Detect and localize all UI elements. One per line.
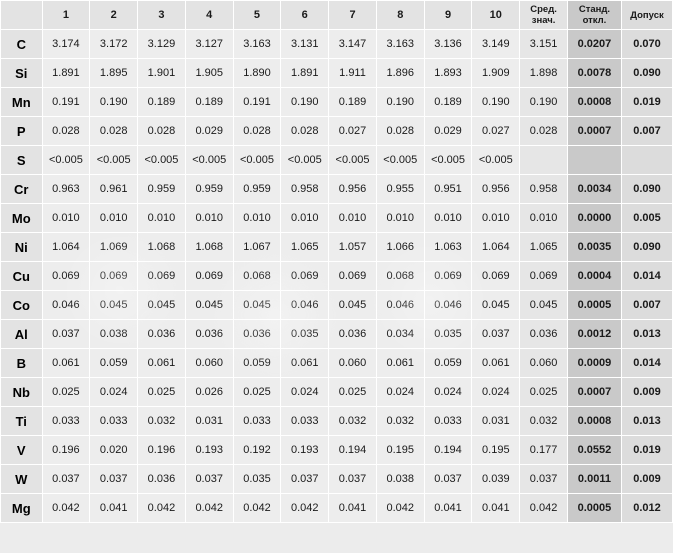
header-std-dev-line1: Станд. bbox=[578, 4, 611, 15]
cell-value: 1.896 bbox=[376, 59, 424, 88]
header-corner bbox=[1, 1, 43, 30]
cell-value: 0.069 bbox=[138, 262, 186, 291]
cell-value: 0.190 bbox=[281, 88, 329, 117]
cell-value: 0.024 bbox=[281, 378, 329, 407]
cell-value: 0.025 bbox=[233, 378, 281, 407]
header-col-9: 9 bbox=[424, 1, 472, 30]
cell-value: 1.893 bbox=[424, 59, 472, 88]
cell-value: 1.895 bbox=[90, 59, 138, 88]
cell-value: 0.046 bbox=[376, 291, 424, 320]
cell-value: 0.035 bbox=[424, 320, 472, 349]
cell-value: 0.042 bbox=[281, 494, 329, 523]
cell-tolerance: 0.014 bbox=[621, 262, 672, 291]
cell-average: 0.036 bbox=[520, 320, 568, 349]
cell-value: 3.131 bbox=[281, 30, 329, 59]
cell-value: 3.127 bbox=[185, 30, 233, 59]
cell-value: 0.033 bbox=[90, 407, 138, 436]
cell-value: 3.147 bbox=[329, 30, 377, 59]
cell-value: 0.033 bbox=[233, 407, 281, 436]
cell-value: 0.041 bbox=[424, 494, 472, 523]
cell-std-dev: 0.0207 bbox=[567, 30, 621, 59]
cell-value: <0.005 bbox=[281, 146, 329, 175]
row-element-label: Mn bbox=[1, 88, 43, 117]
cell-value: 0.024 bbox=[424, 378, 472, 407]
cell-value: 0.190 bbox=[90, 88, 138, 117]
table-row bbox=[1, 233, 673, 262]
cell-value: 0.068 bbox=[233, 262, 281, 291]
cell-value: 0.037 bbox=[185, 465, 233, 494]
cell-value: 3.129 bbox=[138, 30, 186, 59]
cell-value: 0.010 bbox=[424, 204, 472, 233]
cell-value: 0.045 bbox=[185, 291, 233, 320]
cell-value: 0.036 bbox=[138, 465, 186, 494]
cell-value: 0.061 bbox=[42, 349, 90, 378]
table-row bbox=[1, 349, 673, 378]
cell-tolerance: 0.012 bbox=[621, 494, 672, 523]
header-std-dev-line2: откл. bbox=[582, 15, 607, 26]
cell-tolerance: 0.005 bbox=[621, 204, 672, 233]
cell-std-dev: 0.0004 bbox=[567, 262, 621, 291]
cell-value: 0.963 bbox=[42, 175, 90, 204]
cell-value: 0.061 bbox=[138, 349, 186, 378]
cell-value: 0.192 bbox=[233, 436, 281, 465]
cell-value: 0.069 bbox=[329, 262, 377, 291]
cell-std-dev: 0.0007 bbox=[567, 117, 621, 146]
cell-value: 3.174 bbox=[42, 30, 90, 59]
cell-value: 0.951 bbox=[424, 175, 472, 204]
cell-tolerance: 0.013 bbox=[621, 320, 672, 349]
cell-value: 0.032 bbox=[329, 407, 377, 436]
cell-tolerance bbox=[621, 146, 672, 175]
cell-value: 0.045 bbox=[138, 291, 186, 320]
cell-value: 1.067 bbox=[233, 233, 281, 262]
cell-value: 0.037 bbox=[90, 465, 138, 494]
cell-value: 0.024 bbox=[90, 378, 138, 407]
cell-value: 1.891 bbox=[281, 59, 329, 88]
cell-value: 0.060 bbox=[329, 349, 377, 378]
cell-average: 0.028 bbox=[520, 117, 568, 146]
cell-value: 0.037 bbox=[42, 320, 90, 349]
row-element-label: Mg bbox=[1, 494, 43, 523]
cell-tolerance: 0.007 bbox=[621, 117, 672, 146]
row-element-label: Ni bbox=[1, 233, 43, 262]
table-row bbox=[1, 175, 673, 204]
cell-average: 0.042 bbox=[520, 494, 568, 523]
cell-value: <0.005 bbox=[42, 146, 90, 175]
cell-value: 1.066 bbox=[376, 233, 424, 262]
cell-value: 0.026 bbox=[185, 378, 233, 407]
cell-value: 3.172 bbox=[90, 30, 138, 59]
cell-value: 0.959 bbox=[233, 175, 281, 204]
cell-std-dev: 0.0011 bbox=[567, 465, 621, 494]
cell-value: 0.029 bbox=[185, 117, 233, 146]
cell-value: 0.025 bbox=[138, 378, 186, 407]
cell-value: 1.064 bbox=[42, 233, 90, 262]
cell-std-dev bbox=[567, 146, 621, 175]
cell-value: 0.045 bbox=[329, 291, 377, 320]
cell-value: 1.065 bbox=[281, 233, 329, 262]
cell-value: 0.959 bbox=[138, 175, 186, 204]
cell-value: 0.059 bbox=[233, 349, 281, 378]
cell-value: 0.069 bbox=[90, 262, 138, 291]
cell-average: 3.151 bbox=[520, 30, 568, 59]
header-col-5: 5 bbox=[233, 1, 281, 30]
header-average-line1: Сред. bbox=[530, 4, 557, 15]
cell-value: 3.136 bbox=[424, 30, 472, 59]
header-col-2: 2 bbox=[90, 1, 138, 30]
cell-value: 0.069 bbox=[281, 262, 329, 291]
cell-std-dev: 0.0009 bbox=[567, 349, 621, 378]
cell-value: 1.911 bbox=[329, 59, 377, 88]
cell-value: <0.005 bbox=[376, 146, 424, 175]
cell-value: <0.005 bbox=[424, 146, 472, 175]
cell-value: 0.042 bbox=[185, 494, 233, 523]
table-row bbox=[1, 117, 673, 146]
cell-value: 0.010 bbox=[281, 204, 329, 233]
table-row bbox=[1, 88, 673, 117]
cell-value: 0.033 bbox=[281, 407, 329, 436]
header-col-4: 4 bbox=[185, 1, 233, 30]
table-row bbox=[1, 320, 673, 349]
cell-std-dev: 0.0078 bbox=[567, 59, 621, 88]
cell-std-dev: 0.0007 bbox=[567, 378, 621, 407]
cell-value: 0.024 bbox=[472, 378, 520, 407]
cell-value: 0.061 bbox=[376, 349, 424, 378]
cell-average: 1.898 bbox=[520, 59, 568, 88]
row-element-label: Si bbox=[1, 59, 43, 88]
cell-average: 0.958 bbox=[520, 175, 568, 204]
cell-value: 0.069 bbox=[42, 262, 90, 291]
cell-tolerance: 0.009 bbox=[621, 378, 672, 407]
cell-value: 0.193 bbox=[281, 436, 329, 465]
cell-value: 0.024 bbox=[376, 378, 424, 407]
table-row bbox=[1, 465, 673, 494]
cell-tolerance: 0.090 bbox=[621, 233, 672, 262]
header-row bbox=[1, 1, 673, 30]
cell-value: <0.005 bbox=[185, 146, 233, 175]
cell-value: 0.028 bbox=[281, 117, 329, 146]
cell-value: 0.036 bbox=[329, 320, 377, 349]
table-row bbox=[1, 494, 673, 523]
cell-value: 0.045 bbox=[472, 291, 520, 320]
cell-value: 0.046 bbox=[424, 291, 472, 320]
cell-value: 0.027 bbox=[329, 117, 377, 146]
cell-value: 0.193 bbox=[185, 436, 233, 465]
row-element-label: V bbox=[1, 436, 43, 465]
cell-std-dev: 0.0005 bbox=[567, 494, 621, 523]
table-row bbox=[1, 378, 673, 407]
cell-value: 0.060 bbox=[185, 349, 233, 378]
cell-value: 1.909 bbox=[472, 59, 520, 88]
cell-value: 0.061 bbox=[281, 349, 329, 378]
cell-std-dev: 0.0552 bbox=[567, 436, 621, 465]
cell-average: 0.069 bbox=[520, 262, 568, 291]
cell-value: 0.042 bbox=[233, 494, 281, 523]
cell-average: 0.010 bbox=[520, 204, 568, 233]
cell-value: 0.010 bbox=[185, 204, 233, 233]
cell-value: 0.020 bbox=[90, 436, 138, 465]
cell-value: 0.956 bbox=[329, 175, 377, 204]
cell-value: 0.194 bbox=[424, 436, 472, 465]
cell-value: 0.042 bbox=[138, 494, 186, 523]
cell-value: 0.189 bbox=[424, 88, 472, 117]
cell-value: 0.194 bbox=[329, 436, 377, 465]
table-row bbox=[1, 146, 673, 175]
cell-value: 0.069 bbox=[185, 262, 233, 291]
cell-value: 0.010 bbox=[233, 204, 281, 233]
cell-value: 0.042 bbox=[42, 494, 90, 523]
header-average bbox=[520, 1, 568, 30]
cell-value: 1.905 bbox=[185, 59, 233, 88]
cell-value: 0.189 bbox=[329, 88, 377, 117]
cell-value: 1.063 bbox=[424, 233, 472, 262]
cell-value: 0.191 bbox=[42, 88, 90, 117]
cell-value: 0.041 bbox=[90, 494, 138, 523]
cell-std-dev: 0.0035 bbox=[567, 233, 621, 262]
header-col-10: 10 bbox=[472, 1, 520, 30]
cell-value: 0.039 bbox=[472, 465, 520, 494]
row-element-label: C bbox=[1, 30, 43, 59]
cell-value: 0.028 bbox=[138, 117, 186, 146]
cell-value: 0.037 bbox=[472, 320, 520, 349]
cell-value: 0.196 bbox=[42, 436, 90, 465]
cell-value: 0.961 bbox=[90, 175, 138, 204]
cell-value: 0.036 bbox=[138, 320, 186, 349]
header-col-1: 1 bbox=[42, 1, 90, 30]
cell-std-dev: 0.0012 bbox=[567, 320, 621, 349]
cell-value: 0.189 bbox=[138, 88, 186, 117]
cell-value: 0.046 bbox=[42, 291, 90, 320]
cell-value: 0.189 bbox=[185, 88, 233, 117]
cell-value: 0.027 bbox=[472, 117, 520, 146]
cell-value: 0.037 bbox=[42, 465, 90, 494]
cell-value: 1.901 bbox=[138, 59, 186, 88]
cell-value: 0.959 bbox=[185, 175, 233, 204]
cell-value: 1.064 bbox=[472, 233, 520, 262]
cell-average: 0.177 bbox=[520, 436, 568, 465]
cell-value: 0.190 bbox=[472, 88, 520, 117]
cell-value: 0.031 bbox=[185, 407, 233, 436]
cell-value: 0.042 bbox=[376, 494, 424, 523]
cell-value: 3.149 bbox=[472, 30, 520, 59]
row-element-label: P bbox=[1, 117, 43, 146]
cell-value: 0.028 bbox=[90, 117, 138, 146]
cell-value: 1.069 bbox=[90, 233, 138, 262]
cell-value: 0.045 bbox=[90, 291, 138, 320]
header-col-8: 8 bbox=[376, 1, 424, 30]
cell-tolerance: 0.090 bbox=[621, 59, 672, 88]
cell-value: 0.195 bbox=[472, 436, 520, 465]
table-row bbox=[1, 291, 673, 320]
cell-average: 0.190 bbox=[520, 88, 568, 117]
cell-tolerance: 0.019 bbox=[621, 88, 672, 117]
cell-value: 0.028 bbox=[233, 117, 281, 146]
table-row bbox=[1, 262, 673, 291]
cell-value: 0.958 bbox=[281, 175, 329, 204]
table-row bbox=[1, 30, 673, 59]
cell-value: 0.037 bbox=[424, 465, 472, 494]
cell-average: 0.025 bbox=[520, 378, 568, 407]
row-element-label: Al bbox=[1, 320, 43, 349]
cell-value: 0.041 bbox=[329, 494, 377, 523]
cell-value: 0.038 bbox=[376, 465, 424, 494]
cell-value: 1.068 bbox=[185, 233, 233, 262]
header-std-dev bbox=[567, 1, 621, 30]
cell-value: 0.069 bbox=[424, 262, 472, 291]
cell-std-dev: 0.0005 bbox=[567, 291, 621, 320]
cell-value: 0.010 bbox=[376, 204, 424, 233]
cell-value: 0.037 bbox=[329, 465, 377, 494]
cell-average bbox=[520, 146, 568, 175]
header-col-6: 6 bbox=[281, 1, 329, 30]
cell-std-dev: 0.0034 bbox=[567, 175, 621, 204]
cell-value: 0.045 bbox=[233, 291, 281, 320]
row-element-label: Nb bbox=[1, 378, 43, 407]
cell-value: 0.069 bbox=[472, 262, 520, 291]
cell-value: 0.190 bbox=[376, 88, 424, 117]
table-header bbox=[1, 1, 673, 30]
cell-std-dev: 0.0000 bbox=[567, 204, 621, 233]
header-tolerance: Допуск bbox=[621, 1, 672, 30]
row-element-label: Ti bbox=[1, 407, 43, 436]
cell-average: 0.045 bbox=[520, 291, 568, 320]
cell-value: 0.029 bbox=[424, 117, 472, 146]
table-row bbox=[1, 407, 673, 436]
cell-tolerance: 0.013 bbox=[621, 407, 672, 436]
cell-value: 0.036 bbox=[233, 320, 281, 349]
row-element-label: B bbox=[1, 349, 43, 378]
cell-average: 0.037 bbox=[520, 465, 568, 494]
cell-value: 0.010 bbox=[472, 204, 520, 233]
cell-value: 0.010 bbox=[138, 204, 186, 233]
cell-value: 0.034 bbox=[376, 320, 424, 349]
cell-value: 0.036 bbox=[185, 320, 233, 349]
cell-value: 0.033 bbox=[42, 407, 90, 436]
table-row bbox=[1, 59, 673, 88]
cell-tolerance: 0.007 bbox=[621, 291, 672, 320]
cell-value: <0.005 bbox=[138, 146, 186, 175]
cell-value: 0.191 bbox=[233, 88, 281, 117]
cell-tolerance: 0.014 bbox=[621, 349, 672, 378]
cell-value: 0.059 bbox=[424, 349, 472, 378]
row-element-label: Mo bbox=[1, 204, 43, 233]
cell-tolerance: 0.019 bbox=[621, 436, 672, 465]
cell-value: 0.033 bbox=[424, 407, 472, 436]
cell-value: 0.038 bbox=[90, 320, 138, 349]
row-element-label: Cu bbox=[1, 262, 43, 291]
cell-value: 0.956 bbox=[472, 175, 520, 204]
cell-value: 0.196 bbox=[138, 436, 186, 465]
header-col-7: 7 bbox=[329, 1, 377, 30]
cell-tolerance: 0.070 bbox=[621, 30, 672, 59]
cell-value: 0.028 bbox=[42, 117, 90, 146]
cell-value: 0.035 bbox=[233, 465, 281, 494]
cell-value: 0.031 bbox=[472, 407, 520, 436]
cell-value: 0.195 bbox=[376, 436, 424, 465]
cell-value: 3.163 bbox=[376, 30, 424, 59]
cell-value: 0.061 bbox=[472, 349, 520, 378]
cell-value: 0.041 bbox=[472, 494, 520, 523]
header-col-3: 3 bbox=[138, 1, 186, 30]
cell-value: 0.032 bbox=[376, 407, 424, 436]
cell-value: 1.891 bbox=[42, 59, 90, 88]
cell-tolerance: 0.009 bbox=[621, 465, 672, 494]
cell-value: <0.005 bbox=[90, 146, 138, 175]
table-body bbox=[1, 30, 673, 523]
table-row bbox=[1, 436, 673, 465]
cell-value: 0.028 bbox=[376, 117, 424, 146]
row-element-label: W bbox=[1, 465, 43, 494]
cell-value: 0.010 bbox=[329, 204, 377, 233]
cell-value: 0.025 bbox=[42, 378, 90, 407]
cell-value: 0.059 bbox=[90, 349, 138, 378]
cell-value: 0.037 bbox=[281, 465, 329, 494]
cell-tolerance: 0.090 bbox=[621, 175, 672, 204]
cell-value: 1.068 bbox=[138, 233, 186, 262]
row-element-label: S bbox=[1, 146, 43, 175]
cell-value: 0.046 bbox=[281, 291, 329, 320]
table-row bbox=[1, 204, 673, 233]
row-element-label: Cr bbox=[1, 175, 43, 204]
cell-value: 0.068 bbox=[376, 262, 424, 291]
cell-value: 0.025 bbox=[329, 378, 377, 407]
cell-value: <0.005 bbox=[233, 146, 281, 175]
cell-value: <0.005 bbox=[472, 146, 520, 175]
header-average-line2: знач. bbox=[531, 15, 556, 26]
cell-average: 0.060 bbox=[520, 349, 568, 378]
row-element-label: Co bbox=[1, 291, 43, 320]
cell-value: 0.955 bbox=[376, 175, 424, 204]
cell-average: 1.065 bbox=[520, 233, 568, 262]
cell-value: 0.010 bbox=[42, 204, 90, 233]
cell-value: <0.005 bbox=[329, 146, 377, 175]
cell-value: 3.163 bbox=[233, 30, 281, 59]
cell-value: 1.890 bbox=[233, 59, 281, 88]
cell-std-dev: 0.0008 bbox=[567, 88, 621, 117]
cell-std-dev: 0.0008 bbox=[567, 407, 621, 436]
cell-value: 0.032 bbox=[138, 407, 186, 436]
cell-average: 0.032 bbox=[520, 407, 568, 436]
cell-value: 0.035 bbox=[281, 320, 329, 349]
cell-value: 0.010 bbox=[90, 204, 138, 233]
cell-value: 1.057 bbox=[329, 233, 377, 262]
